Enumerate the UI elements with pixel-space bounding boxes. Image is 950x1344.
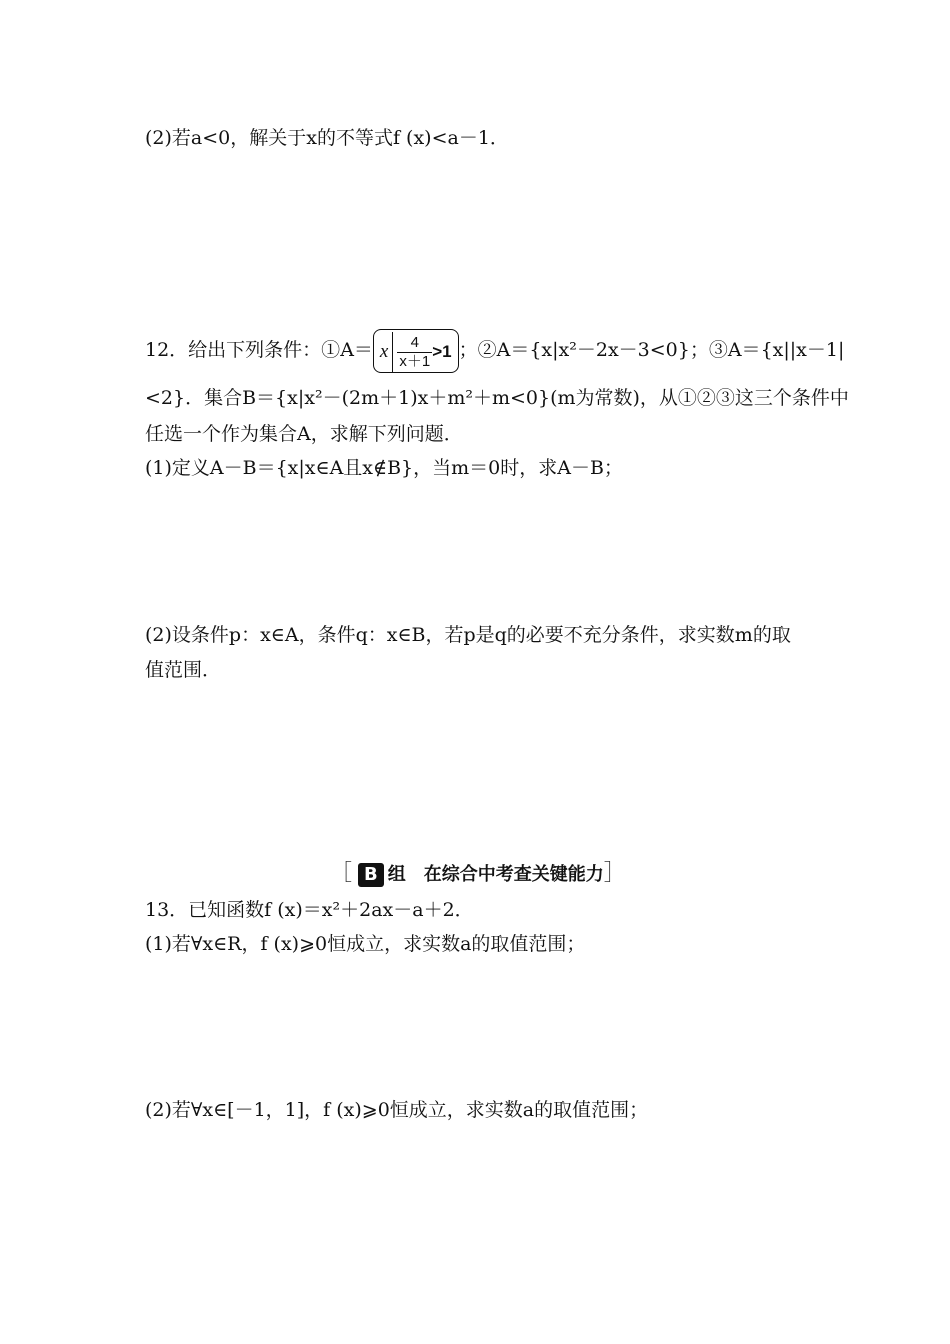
group-title: 组 在综合中考查关键能力 [387,864,604,885]
q13-part1: (1)若∀x∈R，f (x)⩾0恒成立，求实数a的取值范围； [145,933,586,955]
group-letter: B [358,863,384,887]
fraction-numerator: 4 [397,334,432,353]
q12-part1: (1)定义A－B＝{x|x∈A且x∉B}，当m＝0时，求A－B； [145,457,623,479]
q13-stem: 13．已知函数f (x)＝x²＋2ax－a＋2． [145,899,474,921]
set-builder-brace [373,329,459,373]
q12-intro: 12．给出下列条件：① [145,339,341,361]
q12-line1 [145,328,844,373]
q11-part2: (2)若a<0，解关于x的不等式f (x)<a－1． [145,127,509,149]
q12-part2-line1: (2)设条件p：x∈A，条件q：x∈B，若p是q的必要不充分条件，求实数m的取 [145,624,791,646]
group-b-banner [330,856,626,887]
q13-part2: (2)若∀x∈[－1，1]，f (x)⩾0恒成立，求实数a的取值范围； [145,1099,649,1121]
bracket-close: ］ [603,861,626,886]
fraction [397,334,432,371]
q12-part2-line2: 值范围． [145,659,222,681]
fraction-denominator: x＋1 [399,352,431,370]
q12-line2: <2}．集合B＝{x|x²－(2m＋1)x＋m²＋m<0}(m为常数)，从①②③这三个条件中 [145,387,849,409]
q12-cond1-lhs: A＝ [340,339,373,361]
q12-cond1-var: x [379,341,389,362]
q12-cond1-gt: >1 [432,342,452,361]
q12-cond2: ；②A＝{x|x²－2x－3<0}；③A＝{x||x－1| [458,339,845,361]
bracket-open: ［ [330,861,353,886]
q12-line3: 任选一个作为集合A，求解下列问题． [145,423,463,445]
